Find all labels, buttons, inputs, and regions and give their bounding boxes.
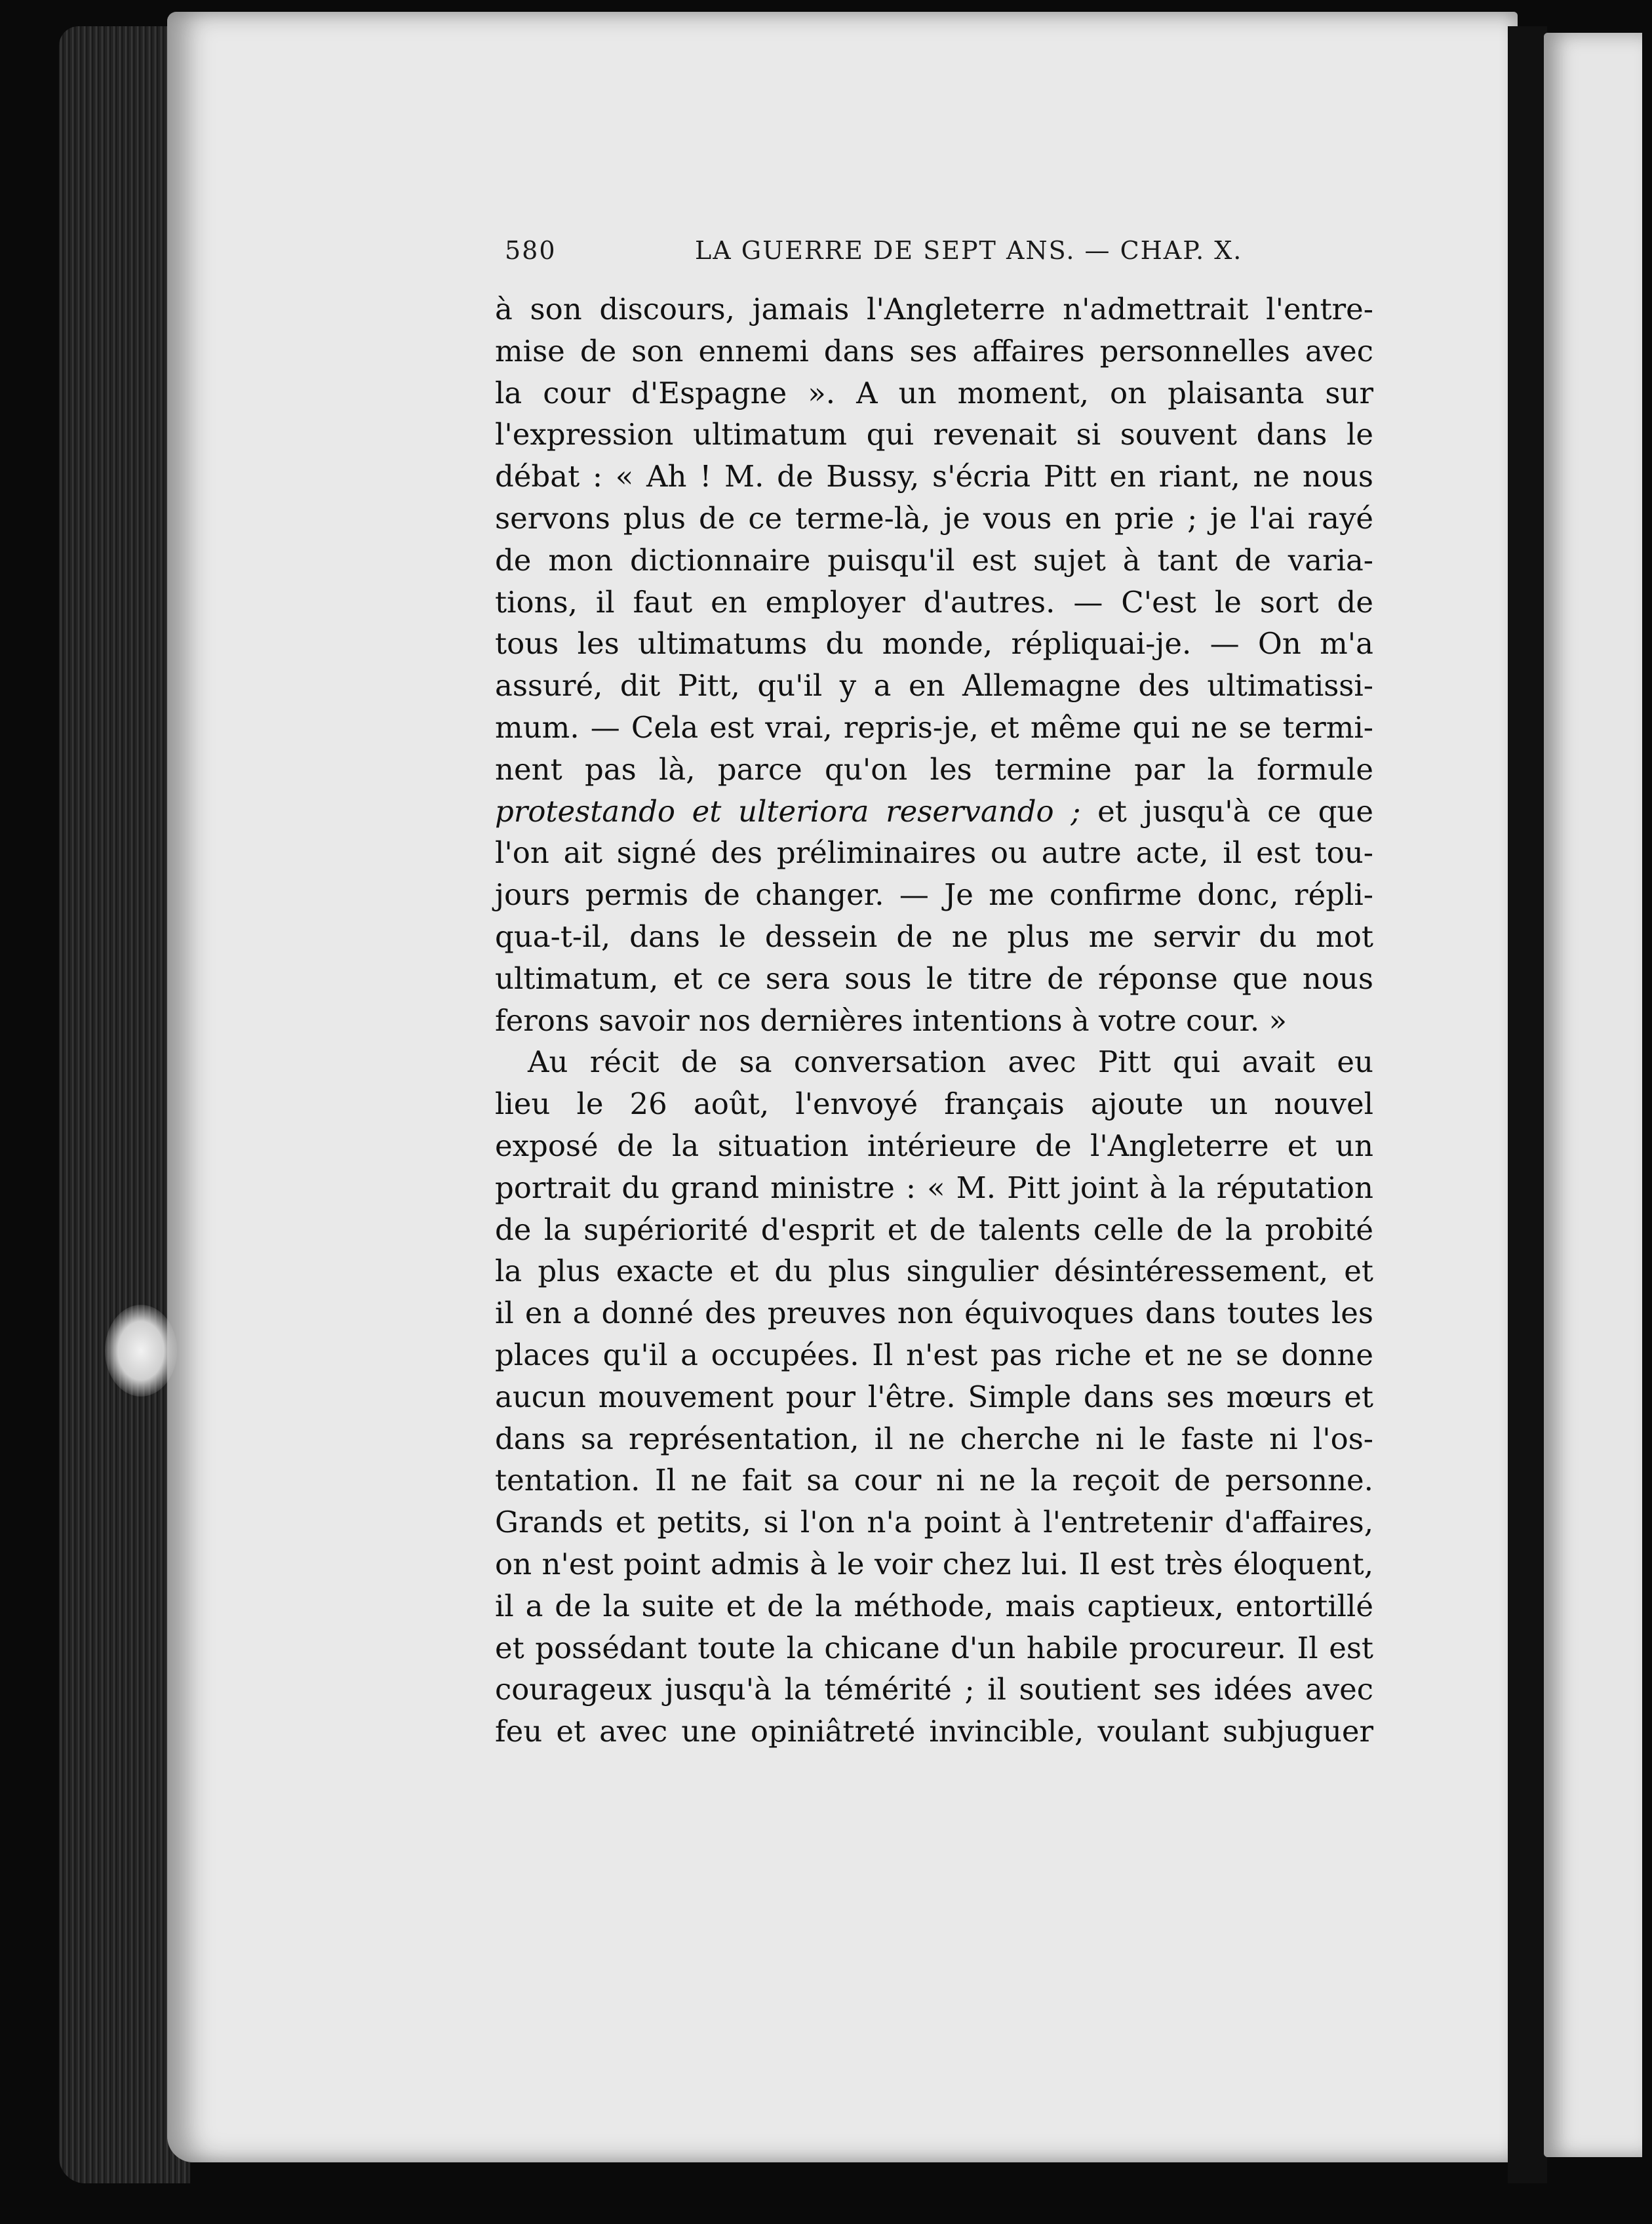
text-line: tous les ultimatums du monde, répliquai-je. — On m'a <box>495 626 1373 662</box>
text-line: exposé de la situation intérieure de l'Angleterre et un <box>495 1128 1373 1163</box>
text-line: il a de la suite et de la méthode, mais captieux, entortillé <box>495 1588 1373 1623</box>
text-line: il en a donné des preuves non équivoques dans toutes les <box>495 1296 1373 1331</box>
text-line: ferons savoir nos dernières intentions à votre cour. » <box>495 1003 1288 1038</box>
facing-page-edge <box>1544 33 1642 2157</box>
text-line: Grands et petits, si l'on n'a point à l'entretenir d'affaires, <box>495 1505 1373 1540</box>
page-header <box>505 236 1243 275</box>
text-line: mum. — Cela est vrai, repris-je, et même qui ne se termi- <box>495 709 1373 745</box>
text-line: l'expression ultimatum qui revenait si souvent dans le <box>495 417 1373 452</box>
text-line: dans sa représentation, il ne cherche ni le faste ni l'os- <box>495 1421 1373 1456</box>
text-line: lieu le 26 août, l'envoyé français ajoute un nouvel <box>495 1086 1373 1122</box>
text-line: la plus exacte et du plus singulier désintéressement, et <box>495 1254 1373 1289</box>
text-line: ultimatum, et ce sera sous le titre de réponse que nous <box>495 961 1373 996</box>
text-line: de mon dictionnaire puisqu'il est sujet à tant de varia- <box>495 542 1373 578</box>
text-line: qua-t-il, dans le dessein de ne plus me servir du mot <box>495 919 1373 954</box>
paragraph-first-line: Au récit de sa conversation avec Pitt qui avait eu <box>528 1044 1373 1080</box>
text-line: et possédant toute la chicane d'un habile procureur. Il est <box>495 1630 1373 1665</box>
text-line: aucun mouvement pour l'être. Simple dans ses mœurs et <box>495 1379 1373 1414</box>
page-number: 580 <box>505 236 557 265</box>
text-line: l'on ait signé des préliminaires ou autre acte, il est tou- <box>495 835 1373 871</box>
text-line: tentation. Il ne fait sa cour ni ne la reçoit de personne. <box>495 1463 1373 1498</box>
text-line: débat : « Ah ! M. de Bussy, s'écria Pitt en riant, ne nous <box>495 459 1373 494</box>
latin-formula: protestando et ulteriora reservando ; <box>495 793 1081 829</box>
paper-stain <box>105 1305 177 1397</box>
text-line-italic <box>495 791 1373 833</box>
text-line: portrait du grand ministre : « M. Pitt joint à la réputation <box>495 1170 1373 1205</box>
body-text <box>495 288 1373 1753</box>
text-line: servons plus de ce terme-là, je vous en prie ; je l'ai rayé <box>495 500 1373 536</box>
text-line: mise de son ennemi dans ses affaires personnelles avec <box>495 333 1373 368</box>
page-gutter <box>1508 26 1547 2183</box>
text-line: nent pas là, parce qu'on les termine par la formule <box>495 751 1373 787</box>
text-line: tions, il faut en employer d'autres. — C'est le sort de <box>495 584 1373 620</box>
text-fragment: et jusqu'à ce que <box>1080 793 1373 829</box>
text-line: feu et avec une opiniâtreté invincible, voulant subjuguer <box>495 1714 1373 1749</box>
text-line: assuré, dit Pitt, qu'il y a en Allemagne des ultimatissi- <box>495 668 1373 704</box>
text-line: à son discours, jamais l'Angleterre n'admettrait l'entre- <box>495 292 1373 327</box>
text-line: on n'est point admis à le voir chez lui. Il est très éloquent, <box>495 1546 1373 1581</box>
text-line: la cour d'Espagne ». A un moment, on plaisanta sur <box>495 375 1373 410</box>
running-title: LA GUERRE DE SEPT ANS. — CHAP. X. <box>695 236 1243 265</box>
text-line: courageux jusqu'à la témérité ; il soutient ses idées avec <box>495 1672 1373 1707</box>
text-line: de la supériorité d'esprit et de talents celle de la probité <box>495 1212 1373 1247</box>
text-line: jours permis de changer. — Je me confirme donc, répli- <box>495 877 1373 913</box>
text-line: places qu'il a occupées. Il n'est pas riche et ne se donne <box>495 1337 1373 1372</box>
